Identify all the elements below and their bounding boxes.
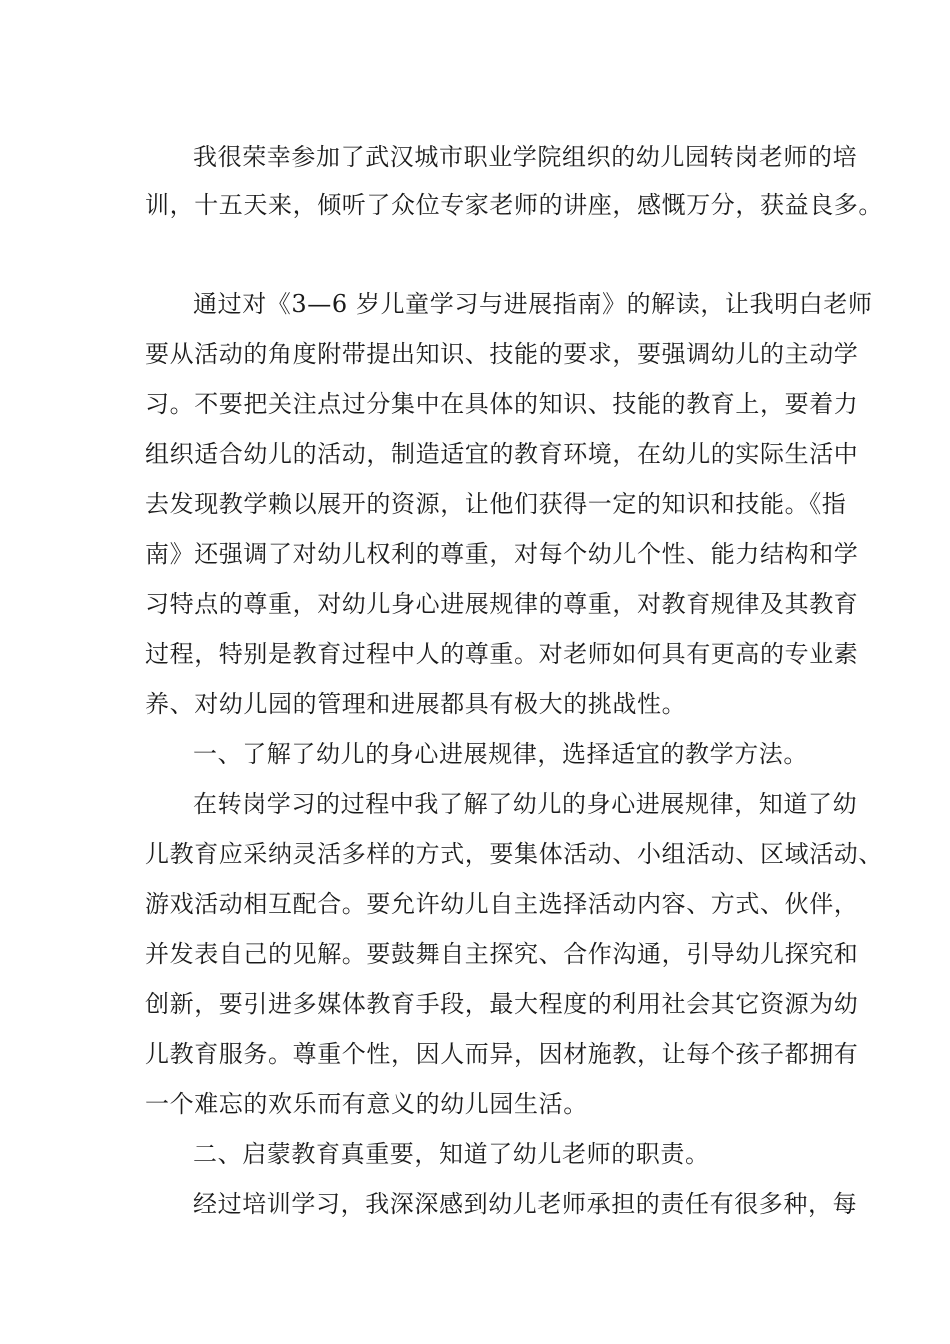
section-heading: 一、了解了幼儿的身心进展规律，选择适宜的教学方法。 (193, 740, 808, 768)
text-line: 通过对《3—6 岁儿童学习与进展指南》的解读，让我明白老师 (193, 290, 873, 318)
section-heading: 二、启蒙教育真重要，知道了幼儿老师的职责。 (193, 1140, 710, 1168)
text-line: 并发表自己的见解。要鼓舞自主探究、合作沟通，引导幼儿探究和 (145, 940, 859, 968)
text-line: 儿教育服务。尊重个性，因人而异，因材施教，让每个孩子都拥有 (145, 1040, 859, 1068)
text-line: 我很荣幸参加了武汉城市职业学院组织的幼儿园转岗老师的培 (193, 143, 858, 171)
text-line: 习。不要把关注点过分集中在具体的知识、技能的教育上，要着力 (145, 390, 859, 418)
text-line: 在转岗学习的过程中我了解了幼儿的身心进展规律，知道了幼 (193, 790, 858, 818)
text-line: 要从活动的角度附带提出知识、技能的要求，要强调幼儿的主动学 (145, 340, 859, 368)
text-line: 游戏活动相互配合。要允许幼儿自主选择活动内容、方式、伙伴， (145, 890, 859, 918)
text-line: 养、对幼儿园的管理和进展都具有极大的挑战性。 (145, 690, 687, 718)
text-line: 训，十五天来，倾听了众位专家老师的讲座，感慨万分，获益良多。 (145, 191, 883, 219)
text-line: 习特点的尊重，对幼儿身心进展规律的尊重，对教育规律及其教育 (145, 590, 859, 618)
text-line: 南》还强调了对幼儿权利的尊重，对每个幼儿个性、能力结构和学 (145, 540, 859, 568)
text-line: 创新，要引进多媒体教育手段，最大程度的利用社会其它资源为幼 (145, 990, 859, 1018)
text-line: 经过培训学习，我深深感到幼儿老师承担的责任有很多种，每 (193, 1190, 858, 1218)
text-line: 组织适合幼儿的活动，制造适宜的教育环境，在幼儿的实际生活中 (145, 440, 859, 468)
text-line: 儿教育应采纳灵活多样的方式，要集体活动、小组活动、区域活动、 (145, 840, 883, 868)
text-line: 去发现教学赖以展开的资源，让他们获得一定的知识和技能。《指 (145, 490, 847, 518)
text-line: 一个难忘的欢乐而有意义的幼儿园生活。 (145, 1090, 588, 1118)
text-line: 过程，特别是教育过程中人的尊重。对老师如何具有更高的专业素 (145, 640, 859, 668)
